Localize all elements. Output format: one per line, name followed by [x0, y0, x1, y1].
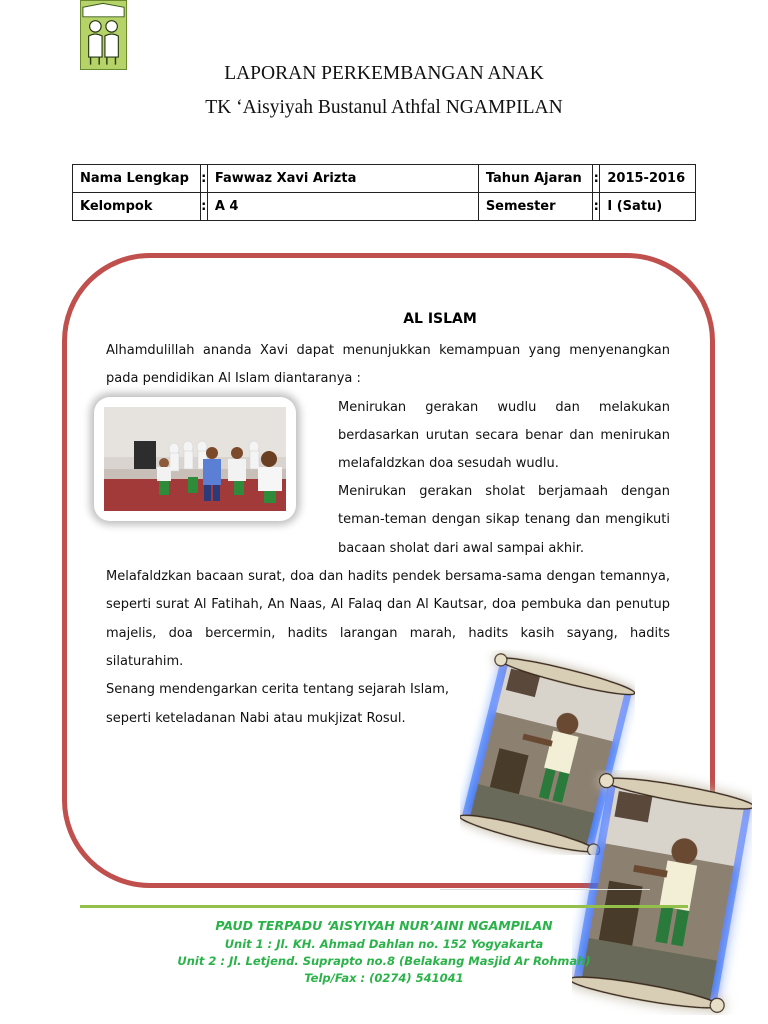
p1-line-2: berdasarkan urutan secara benar dan menirukan [338, 428, 670, 443]
p2-line-1: Menirukan gerakan sholat berjamaah dengan [338, 484, 670, 499]
student-info-table [72, 164, 696, 221]
section-heading [0, 311, 768, 327]
school-name: TK ‘Aisyiyah Bustanul Athfal NGAMPILAN [205, 97, 563, 118]
footer-phone: Telp/Fax : (0274) 541041 [304, 971, 464, 985]
semester-label: Semester [478, 193, 592, 221]
divider [440, 889, 650, 890]
table-row [73, 193, 696, 221]
intro-line-2: pada pendidikan Al Islam diantaranya : [106, 371, 361, 386]
colon: : [593, 165, 600, 193]
name-label: Nama Lengkap [73, 165, 201, 193]
report-title: LAPORAN PERKEMBANGAN ANAK [224, 63, 544, 84]
footer-org-name: PAUD TERPADU ‘AISYIYAH NUR’AINI NGAMPILAN [215, 918, 553, 933]
semester-value: I (Satu) [600, 193, 696, 221]
footer-address-2: Unit 2 : Jl. Letjend. Suprapto no.8 (Belakang Masjid Ar Rohmah) [177, 954, 591, 968]
colon: : [200, 165, 207, 193]
p4-line-1: Senang mendengarkan cerita tentang sejarah Islam, [106, 682, 450, 697]
name-value: Fawwaz Xavi Arizta [207, 165, 478, 193]
class-photo-icon [104, 407, 286, 511]
intro-line-1: Alhamdulillah ananda Xavi dapat menunjukkan kemampuan yang menyenangkan [106, 343, 670, 358]
year-value: 2015-2016 [600, 165, 696, 193]
class-photo [94, 397, 296, 521]
footer-divider [80, 905, 688, 908]
year-label: Tahun Ajaran [478, 165, 592, 193]
p3-line-3: majelis, doa bercermin, hadits larangan marah, hadits kasih sayang, hadits [106, 626, 670, 641]
school-logo-icon [81, 1, 126, 69]
p4-line-2: seperti keteladanan Nabi atau mukjizat Rosul. [106, 711, 406, 726]
p2-line-3: bacaan sholat dari awal sampai akhir. [338, 541, 585, 556]
footer-address-1: Unit 1 : Jl. KH. Ahmad Dahlan no. 152 Yogyakarta [224, 937, 544, 951]
colon: : [593, 193, 600, 221]
section-heading-text: AL ISLAM [403, 311, 477, 327]
p1-line-3: melafaldzkan doa sesudah wudlu. [338, 456, 559, 471]
p3-line-1: Melafaldzkan bacaan surat, doa dan hadits pendek bersama-sama dengan temannya, [106, 569, 670, 584]
table-row [73, 165, 696, 193]
p2-line-2: teman-teman dengan sikap tenang dan mengikuti [338, 512, 670, 527]
p3-line-4: silaturahim. [106, 654, 184, 669]
p3-line-2: seperti surat Al Fatihah, An Naas, Al Falaq dan Al Kautsar, doa pembuka dan penutup [106, 597, 670, 612]
colon: : [200, 193, 207, 221]
group-value: A 4 [207, 193, 478, 221]
school-logo [80, 0, 127, 70]
p1-line-1: Menirukan gerakan wudlu dan melakukan [338, 400, 670, 415]
group-label: Kelompok [73, 193, 201, 221]
